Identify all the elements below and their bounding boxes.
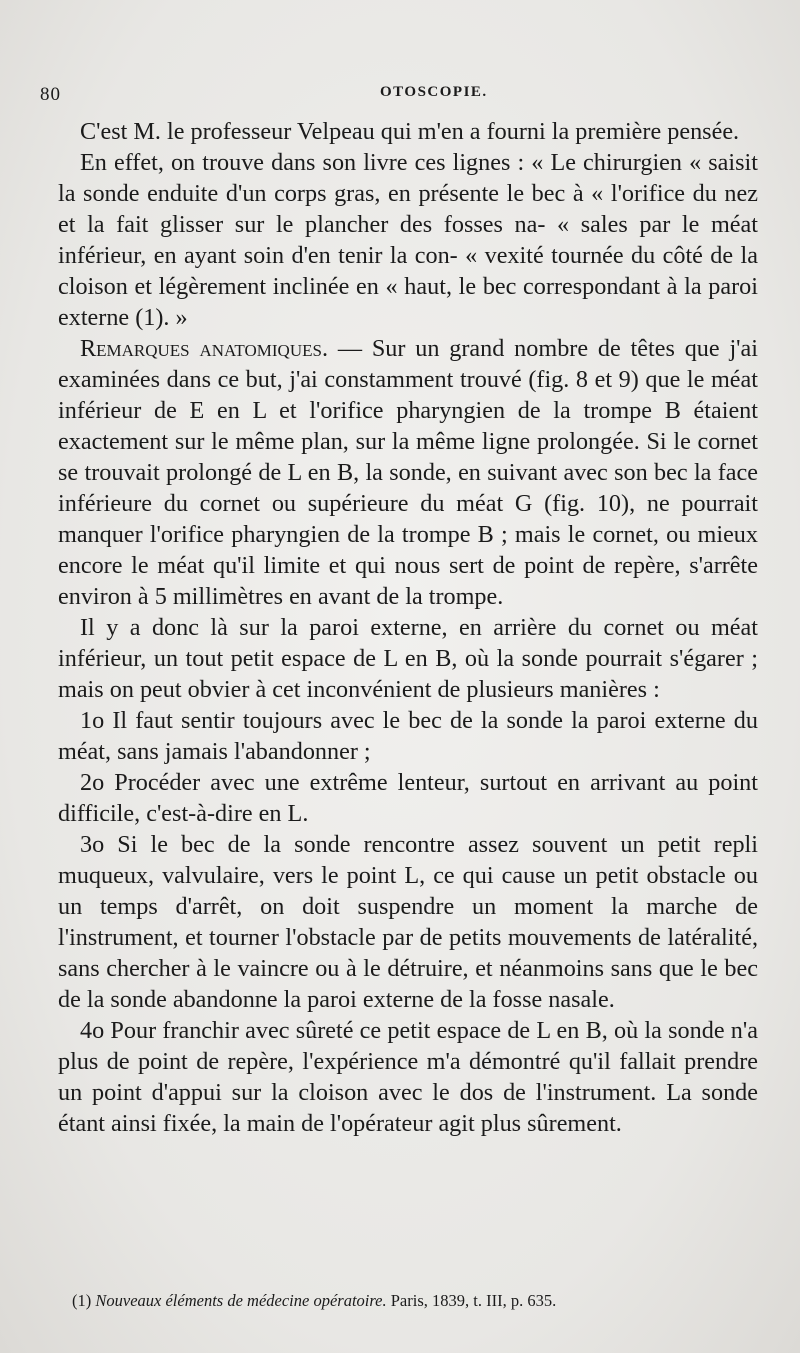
paragraph-3-text: — Sur un grand nombre de têtes que j'ai examinées dans ce but, j'ai constamment trouvé (fig. 8 et 9) que le méat inférieur de E en L et l'orifice pharyngien de la trompe B étaient exactement sur le même plan, sur la même ligne prolongée. Si le cornet se trouvait prolongé de L en B, la sonde, en suivant avec son bec la face inférieure du cornet ou supérieure du méat G (fig. 10), ne pourrait manquer l'orifice pharyngien de la trompe B ; mais le cornet, ou mieux encore le méat qu'il limite et qui nous sert de point de repère, s'arrête environ à 5 millimètres en avant de la trompe.	[58, 335, 758, 610]
section-heading: Remarques anatomiques.	[80, 335, 328, 362]
paragraph-6: 2o Procéder avec une extrême lenteur, surtout en arrivant au point difficile, c'est-à-dire en L.	[58, 769, 758, 827]
paragraph-5: 1o Il faut sentir toujours avec le bec de la sonde la paroi externe du méat, sans jamais l'abandonner ;	[58, 707, 758, 765]
running-head: OTOSCOPIE.	[380, 84, 488, 100]
paragraph-4: Il y a donc là sur la paroi externe, en arrière du cornet ou méat inférieur, un tout petit espace de L en B, où la sonde pourrait s'égarer ; mais on peut obvier à cet inconvénient de plusieurs manières :	[58, 614, 758, 703]
page-header	[40, 84, 775, 112]
footnote-reference: Paris, 1839, t. III, p. 635.	[386, 1291, 557, 1310]
footnote-marker: (1)	[72, 1291, 92, 1310]
page-number: 80	[40, 84, 61, 105]
paragraph-7: 3o Si le bec de la sonde rencontre assez souvent un petit repli muqueux, valvulaire, vers le point L, ce qui cause un petit obstacle ou un temps d'arrêt, on doit suspendre un moment la marche de l'instrument, et tourner l'obstacle par de petits mouvements de latéralité, sans chercher à le vaincre ou à le détruire, et néanmoins sans que le bec de la sonde abandonne la paroi externe de la fosse nasale.	[58, 831, 758, 1013]
body-text	[58, 116, 758, 1139]
footnote-title: Nouveaux éléments de médecine opératoire.	[95, 1291, 387, 1310]
paragraph-8: 4o Pour franchir avec sûreté ce petit espace de L en B, où la sonde n'a plus de point de repère, l'expérience m'a démontré qu'il fallait prendre un point d'appui sur la cloison avec le dos de l'instrument. La sonde étant ainsi fixée, la main de l'opérateur agit plus sûrement.	[58, 1017, 758, 1137]
paragraph-1: C'est M. le professeur Velpeau qui m'en a fourni la première pensée.	[80, 118, 740, 145]
paragraph-2: En effet, on trouve dans son livre ces lignes : « Le chirurgien « saisit la sonde enduite d'un corps gras, en présente le bec à « l'orifice du nez et la fait glisser sur le plancher des fosses na- « sales par le méat inférieur, en ayant soin d'en tenir la con- « vexité tournée du côté de la cloison et légèrement inclinée en « haut, le bec correspondant à la paroi externe (1). »	[58, 149, 758, 331]
paragraph-3	[58, 333, 758, 612]
footnote	[72, 1290, 772, 1312]
